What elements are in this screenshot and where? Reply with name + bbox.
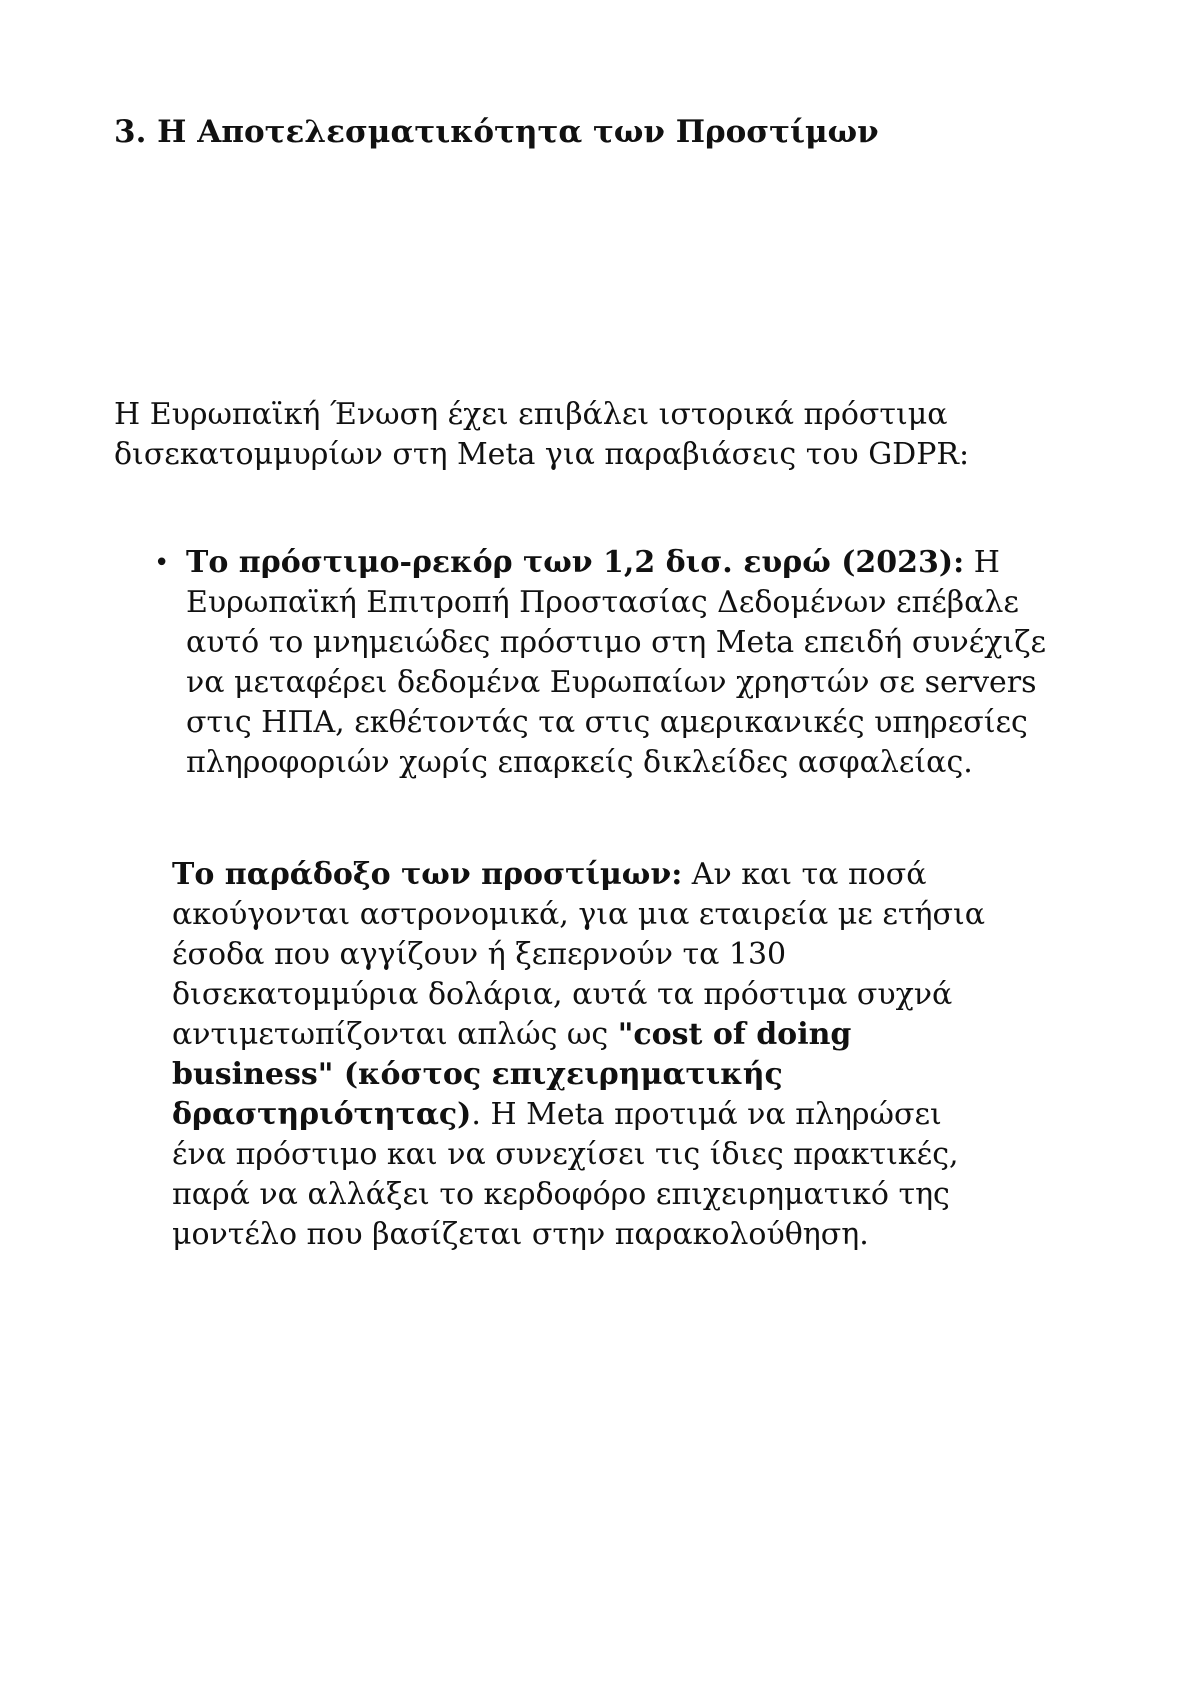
paradox-emphasis: business" (κόστος επιχειρηματικής [172, 1057, 783, 1092]
bullet-line: να μεταφέρει δεδομένα Ευρωπαίων χρηστών σε servers [186, 665, 1037, 700]
bullet-line: αυτό το μνημειώδες πρόστιμο στη Meta επειδή συνέχιζε [186, 625, 1047, 660]
bullet-title: Το πρόστιμο-ρεκόρ των 1,2 δισ. ευρώ (2023): [186, 545, 965, 580]
paradox-line [172, 1015, 1072, 1055]
paradox-emphasis: δραστηριότητας) [172, 1097, 472, 1132]
paradox-line: ένα πρόστιμο και να συνεχίσει τις ίδιες πρακτικές, [172, 1137, 959, 1172]
bullet-line: πληροφοριών χωρίς επαρκείς δικλείδες ασφαλείας. [186, 745, 973, 780]
bullet-text: Η [964, 545, 1000, 580]
list-item [150, 543, 1090, 783]
bullet-marker: • [154, 548, 170, 578]
paradox-line: μοντέλο που βασίζεται στην παρακολούθηση. [172, 1217, 869, 1252]
intro-paragraph [114, 395, 1074, 475]
paradox-text: . Η Meta προτιμά να πληρώσει [471, 1097, 942, 1132]
paradox-line: ακούγονται αστρονομικά, για μια εταιρεία με ετήσια [172, 897, 985, 932]
paradox-line: παρά να αλλάξει το κερδοφόρο επιχειρηματικό της [172, 1177, 950, 1212]
paradox-title: Το παράδοξο των προστίμων: [172, 857, 683, 892]
paradox-line: δισεκατομμύρια δολάρια, αυτά τα πρόστιμα συχνά [172, 977, 953, 1012]
paradox-line [172, 1055, 1072, 1095]
bullet-list [150, 543, 1090, 783]
paradox-line: έσοδα που αγγίζουν ή ξεπερνούν τα 130 [172, 937, 787, 972]
paradox-line [172, 855, 1072, 895]
paradox-line [172, 1095, 1072, 1135]
paradox-emphasis: "cost of doing [617, 1017, 852, 1052]
paradox-text: Αν και τα ποσά [682, 857, 927, 892]
bullet-line: Ευρωπαϊκή Επιτροπή Προστασίας Δεδομένων επέβαλε [186, 585, 1019, 620]
paradox-paragraph [172, 855, 1072, 1255]
bullet-line: στις ΗΠΑ, εκθέτοντάς τα στις αμερικανικές υπηρεσίες [186, 705, 1028, 740]
intro-line: δισεκατομμυρίων στη Meta για παραβιάσεις του GDPR: [114, 437, 970, 472]
intro-line: Η Ευρωπαϊκή Ένωση έχει επιβάλει ιστορικά πρόστιμα [114, 397, 948, 432]
section-heading: 3. Η Αποτελεσματικότητα των Προστίμων [114, 114, 879, 150]
paradox-text: αντιμετωπίζονται απλώς ως [172, 1017, 618, 1052]
bullet-line [186, 543, 1090, 583]
